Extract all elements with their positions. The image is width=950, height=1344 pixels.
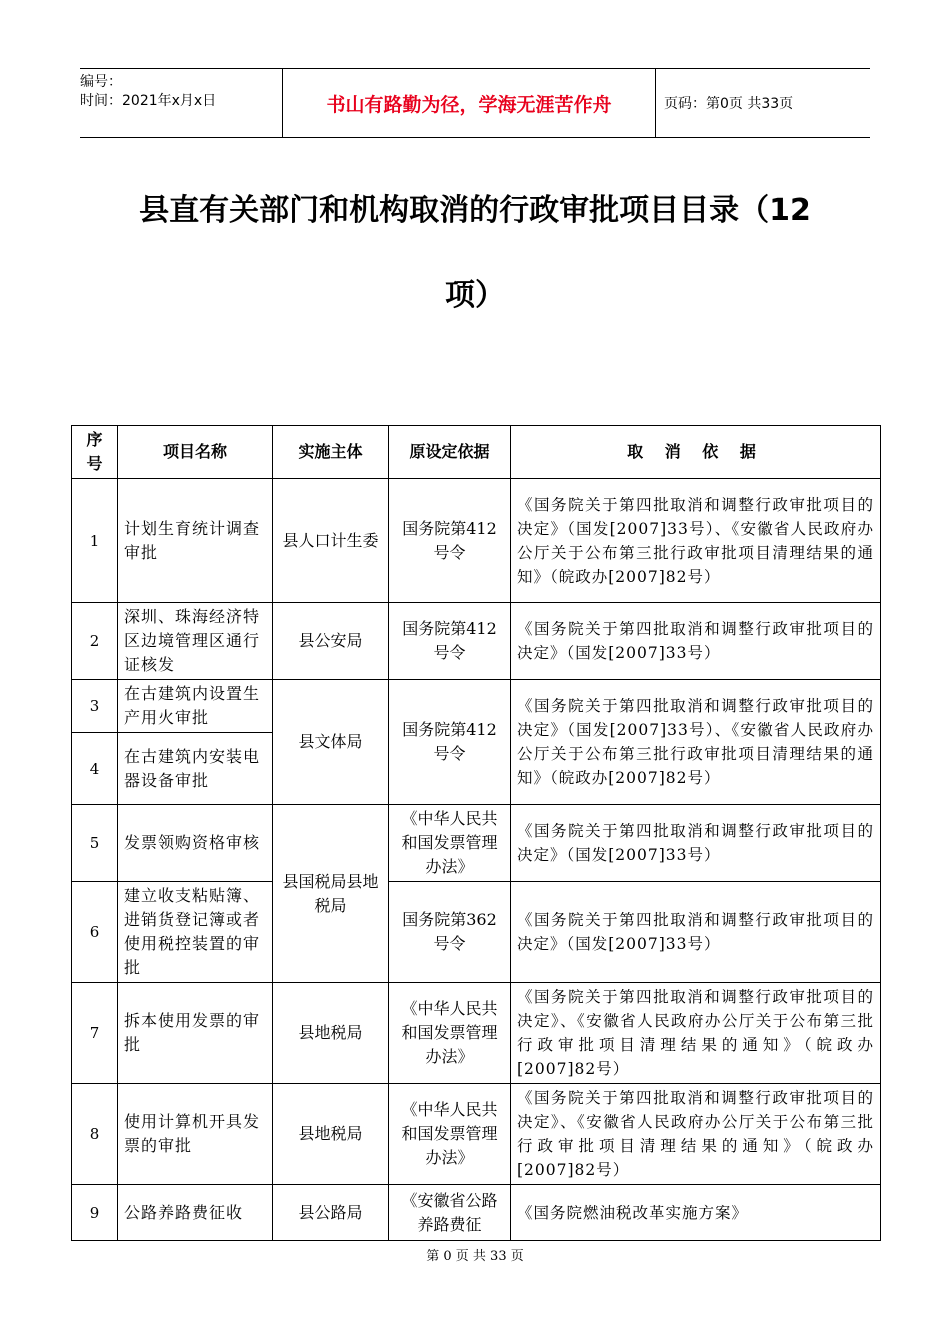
header-motto: 书山有路勤为径，学海无涯苦作舟 [282,69,656,137]
row-no: 2 [72,603,118,680]
row-name: 公路养路费征收 [118,1185,273,1241]
table-row [72,1084,881,1185]
row-basis: 国务院第362号令 [389,882,511,983]
row-basis: 《中华人民共和国发票管理办法》 [389,1084,511,1185]
row-entity: 县公路局 [273,1185,389,1241]
header-no: 序号 [72,426,118,479]
approval-items-table [71,425,881,1241]
row-no: 9 [72,1185,118,1241]
row-basis: 《中华人民共和国发票管理办法》 [389,805,511,882]
row-cancel: 《国务院关于第四批取消和调整行政审批项目的决定》（国发[2007]33号）、《安徽省人民政府办公厅关于公布第三批行政审批项目清理结果的通知》（皖政办[2007]82号） [511,680,881,805]
row-entity: 县公安局 [273,603,389,680]
doc-time-label: 时间：2021年x月x日 [80,93,217,109]
page-header [80,68,870,138]
row-cancel: 《国务院燃油税改革实施方案》 [511,1185,881,1241]
row-name: 拆本使用发票的审批 [118,983,273,1084]
row-basis: 国务院第412号令 [389,479,511,603]
table-row [72,479,881,603]
row-no: 6 [72,882,118,983]
header-page-info: 页码：第0页 共33页 [664,96,794,112]
table-header-row [72,426,881,479]
doc-number-label: 编号： [80,74,122,90]
table-row [72,805,881,882]
row-cancel: 《国务院关于第四批取消和调整行政审批项目的决定》（国发[2007]33号） [511,882,881,983]
row-name: 在古建筑内设置生产用火审批 [118,680,273,733]
table-row [72,983,881,1084]
row-cancel: 《国务院关于第四批取消和调整行政审批项目的决定》（国发[2007]33号）、《安徽省人民政府办公厅关于公布第三批行政审批项目清理结果的通知》（皖政办[2007]82号） [511,479,881,603]
row-entity: 县地税局 [273,1084,389,1185]
row-name: 计划生育统计调查审批 [118,479,273,603]
row-no: 4 [72,733,118,805]
header-meta [80,69,280,137]
row-cancel: 《国务院关于第四批取消和调整行政审批项目的决定》（国发[2007]33号） [511,805,881,882]
row-entity: 县文体局 [273,680,389,805]
row-name: 发票领购资格审核 [118,805,273,882]
title-line-1: 县直有关部门和机构取消的行政审批项目目录（12 [139,193,811,228]
header-entity: 实施主体 [273,426,389,479]
table-row [72,603,881,680]
row-cancel: 《国务院关于第四批取消和调整行政审批项目的决定》、《安徽省人民政府办公厅关于公布第三批行政审批项目清理结果的通知》（皖政办[2007]82号） [511,983,881,1084]
row-cancel: 《国务院关于第四批取消和调整行政审批项目的决定》（国发[2007]33号） [511,603,881,680]
row-name: 建立收支粘贴簿、进销货登记簿或者使用税控装置的审批 [118,882,273,983]
row-basis: 《中华人民共和国发票管理办法》 [389,983,511,1084]
row-entity: 县地税局 [273,983,389,1084]
row-basis: 国务院第412号令 [389,680,511,805]
row-basis: 国务院第412号令 [389,603,511,680]
row-entity: 县人口计生委 [273,479,389,603]
header-basis: 原设定依据 [389,426,511,479]
page-footer: 第 0 页 共 33 页 [426,1249,524,1264]
row-basis: 《安徽省公路养路费征 [389,1185,511,1241]
table-row [72,680,881,733]
header-cancel: 取 消 依 据 [511,426,881,479]
row-name: 使用计算机开具发票的审批 [118,1084,273,1185]
row-no: 1 [72,479,118,603]
row-no: 8 [72,1084,118,1185]
row-name: 在古建筑内安装电器设备审批 [118,733,273,805]
table-row [72,882,881,983]
title-line-2: 项） [445,278,505,313]
header-name: 项目名称 [118,426,273,479]
row-cancel: 《国务院关于第四批取消和调整行政审批项目的决定》、《安徽省人民政府办公厅关于公布第三批行政审批项目清理结果的通知》（皖政办[2007]82号） [511,1084,881,1185]
row-no: 5 [72,805,118,882]
document-title [90,168,860,338]
row-no: 3 [72,680,118,733]
table-row [72,1185,881,1241]
row-no: 7 [72,983,118,1084]
row-name: 深圳、珠海经济特区边境管理区通行证核发 [118,603,273,680]
row-entity: 县国税局县地税局 [273,805,389,983]
